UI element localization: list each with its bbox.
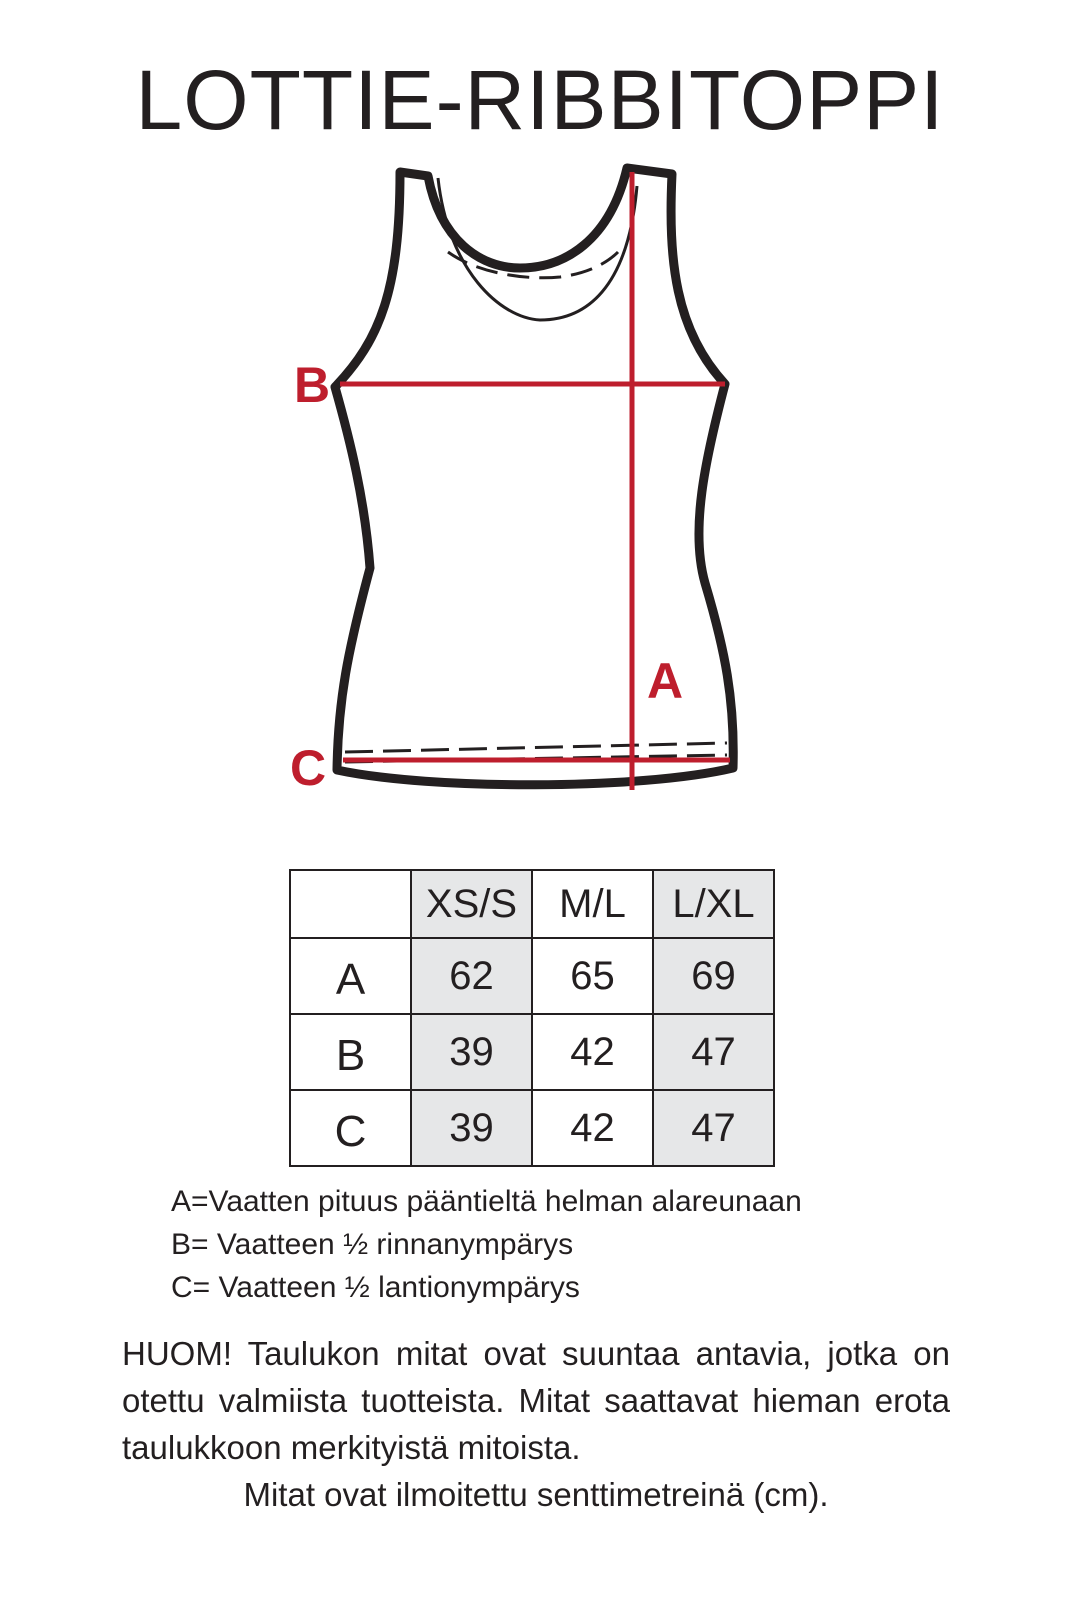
- table-row: [290, 1090, 774, 1166]
- legend-item: C= Vaatteen ½ lantionympärys: [171, 1271, 580, 1304]
- table-row: [290, 1014, 774, 1090]
- table-cell: 65: [532, 938, 653, 1014]
- table-row: [290, 938, 774, 1014]
- header-size: XS/S: [411, 870, 532, 938]
- table-cell: 47: [653, 1090, 774, 1166]
- measurement-legend: [171, 1180, 802, 1309]
- table-cell: 39: [411, 1014, 532, 1090]
- table-cell: 39: [411, 1090, 532, 1166]
- hem-dashed-1: [345, 743, 727, 752]
- note-body: HUOM! Taulukon mitat ovat suuntaa antavia, jotka on otettu valmiista tuotteista. Mitat saattavat hieman erota taulukkoon merkityistä mitoista.: [122, 1335, 950, 1466]
- table-cell: 69: [653, 938, 774, 1014]
- header-empty: [290, 870, 411, 938]
- disclaimer-note: [122, 1330, 950, 1518]
- table-cell: 42: [532, 1014, 653, 1090]
- page-title: LOTTIE-RIBBITOPPI: [135, 53, 945, 147]
- legend-item: A=Vaatten pituus pääntieltä helman alareunaan: [171, 1185, 802, 1218]
- note-last-line: Mitat ovat ilmoitettu senttimetreinä (cm).: [243, 1476, 829, 1513]
- table-cell: 47: [653, 1014, 774, 1090]
- size-table: [289, 869, 775, 1167]
- table-cell: 42: [532, 1090, 653, 1166]
- row-label: B: [290, 1014, 411, 1090]
- label-a: A: [647, 653, 684, 709]
- legend-item: B= Vaatteen ½ rinnanympärys: [171, 1228, 574, 1261]
- header-size: L/XL: [653, 870, 774, 938]
- header-size: M/L: [532, 870, 653, 938]
- row-label: C: [290, 1090, 411, 1166]
- label-c: C: [290, 740, 327, 796]
- table-cell: 62: [411, 938, 532, 1014]
- label-b: B: [294, 357, 331, 413]
- table-header-row: [290, 870, 774, 938]
- row-label: A: [290, 938, 411, 1014]
